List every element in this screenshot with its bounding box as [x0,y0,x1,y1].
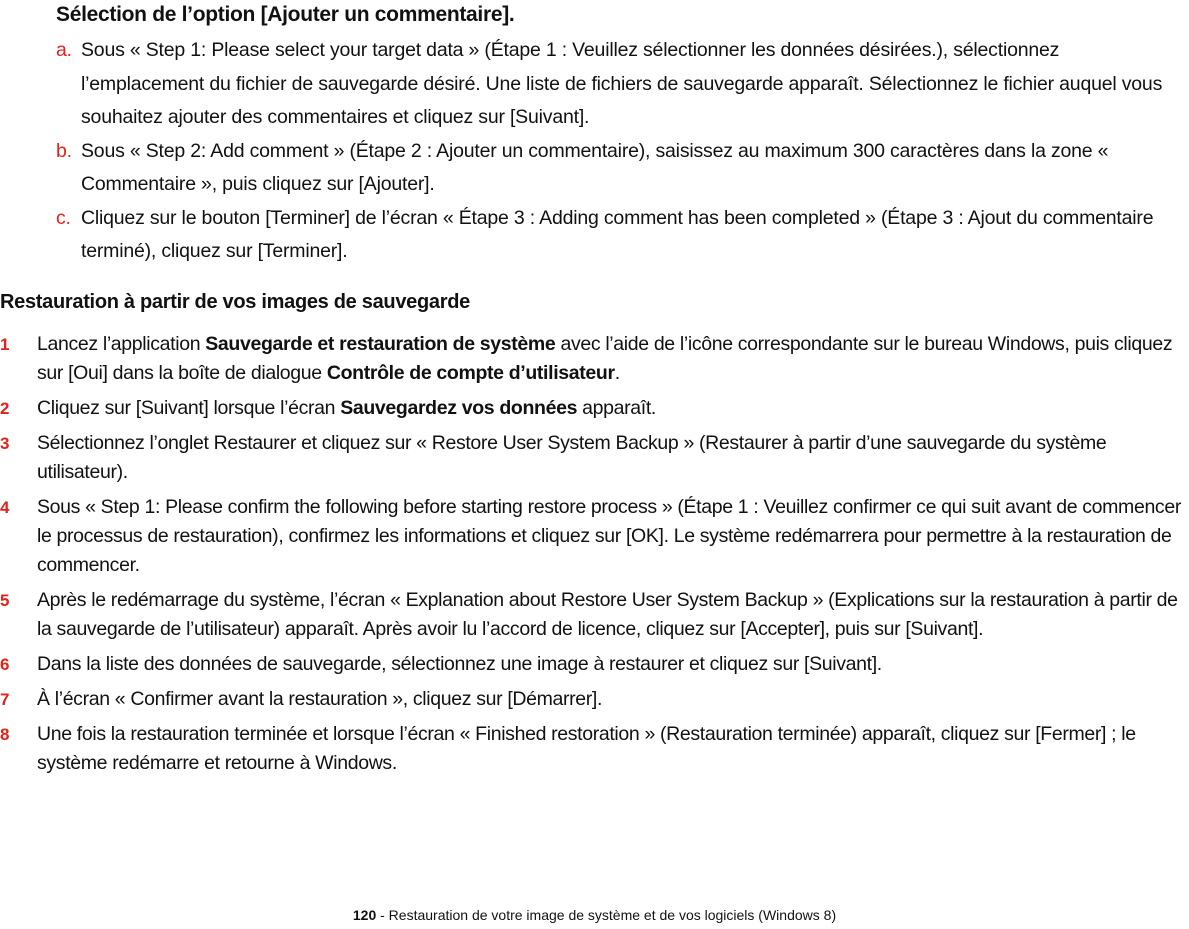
step-text: Sous « Step 1: Please confirm the following before starting restore process » (Étape 1 : Veuillez confirmer ce qui suit avant de commencer le processus de restauration), confirmez les informations et cliquez sur [OK]. Le système redémarrera pour permettre à la restauration de commencer. [37,496,1181,576]
step-item [0,394,1189,423]
add-comment-heading: Sélection de l’option [Ajouter un commentaire]. [56,3,515,26]
step-item [0,720,1189,778]
step-text: Après le redémarrage du système, l’écran « Explanation about Restore User System Backup » (Explications sur la restauration à partir de la sauvegarde de l’utilisateur) apparaît. Après avoir lu l’accord de licence, cliquez sur [Accepter], puis sur [Suivant]. [37,589,1178,640]
substep-text: Sous « Step 2: Add comment » (Étape 2 : Ajouter un commentaire), saisissez au maximum 300 caractères dans la zone « Commentaire », puis cliquez sur [Ajouter]. [81,139,1109,195]
step-item [0,586,1189,644]
step-text: Dans la liste des données de sauvegarde, sélectionnez une image à restaurer et cliquez sur [Suivant]. [37,653,882,675]
substep-text: Sous « Step 1: Please select your target data » (Étape 1 : Veuillez sélectionner les données désirées.), sélectionnez l’emplacement du fichier de sauvegarde désiré. Une liste de fichiers de sauvegarde apparaît. Sélectionnez le fichier auquel vous souhaitez ajouter des commentaires et cliquez sur [Suivant]. [81,39,1163,128]
page-number: 120 [352,907,377,923]
step-text: Lancez l’application Sauvegarde et restauration de système avec l’aide de l’icône correspondante sur le bureau Windows, puis cliquez sur [Oui] dans la boîte de dialogue Contrôle de compte d’utilisateur. [37,333,1173,384]
page-footer [0,905,1189,925]
step-item [0,650,1189,679]
restore-section-heading: Restauration à partir de vos images de sauvegarde [0,291,470,313]
substep-marker: b. [56,139,72,162]
step-text: Une fois la restauration terminée et lorsque l’écran « Finished restoration » (Restauration terminée) apparaît, cliquez sur [Fermer] ; le système redémarre et retourne à Windows. [37,723,1136,774]
step-item [0,685,1189,714]
step-item [0,429,1189,487]
step-text: Sélectionnez l’onglet Restaurer et cliquez sur « Restore User System Backup » (Restaurer à partir d’une sauvegarde du système utilisateur). [37,432,1107,483]
substep-item [56,34,1176,135]
add-comment-section [56,0,1176,269]
step-item [0,493,1189,580]
restore-steps-list [0,330,1189,784]
step-number: 7 [0,690,10,709]
step-number: 4 [0,498,10,517]
step-text: Cliquez sur [Suivant] lorsque l’écran Sauvegardez vos données apparaît. [37,397,656,419]
footer-text: - Restauration de votre image de système et de vos logiciels (Windows 8) [376,907,837,923]
step-number: 6 [0,655,10,674]
step-item [0,330,1189,388]
substep-item [56,135,1176,202]
step-text: À l’écran « Confirmer avant la restauration », cliquez sur [Démarrer]. [37,688,603,710]
step-number: 8 [0,725,10,744]
substep-text: Cliquez sur le bouton [Terminer] de l’écran « Étape 3 : Adding comment has been completed » (Étape 3 : Ajout du commentaire terminé), cliquez sur [Terminer]. [81,206,1154,262]
step-number: 5 [0,591,10,610]
substep-item [56,202,1176,269]
step-number: 2 [0,399,10,418]
step-number: 3 [0,434,10,453]
substep-list [56,34,1176,269]
substep-marker: c. [56,206,71,229]
substep-marker: a. [56,39,72,61]
step-number: 1 [0,335,10,354]
